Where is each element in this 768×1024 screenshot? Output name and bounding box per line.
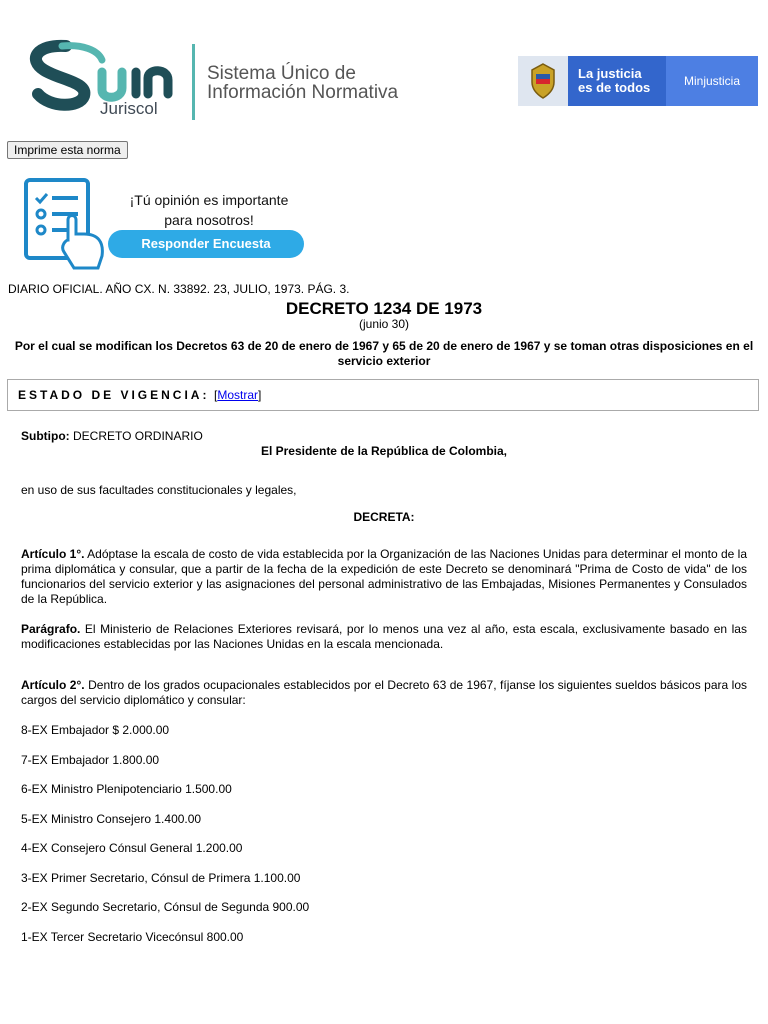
gov-slogan	[568, 56, 666, 106]
source-citation: DIARIO OFICIAL. AÑO CX. N. 33892. 23, JULIO, 1973. PÁG. 3.	[8, 282, 350, 296]
document-date: (junio 30)	[358, 317, 410, 331]
salary-item: 1-EX Tercer Secretario Vicecónsul 800.00	[21, 929, 244, 944]
article-1	[21, 547, 747, 607]
survey-message-line2: para nosotros!	[164, 212, 254, 228]
document-title: DECRETO 1234 DE 1973	[285, 299, 483, 318]
salary-item: 2-EX Segundo Secretario, Cónsul de Segunda 900.00	[21, 900, 310, 914]
vigencia-label: ESTADO DE VIGENCIA:	[18, 388, 210, 402]
survey-button[interactable]: Responder Encuesta	[108, 230, 304, 258]
salary-item: 6-EX Ministro Plenipotenciario 1.500.00	[21, 782, 232, 796]
subtipo-line	[21, 429, 747, 444]
vigencia-toggle: [Mostrar]	[214, 388, 262, 402]
print-button[interactable]: Imprime esta norma	[7, 141, 128, 159]
paragrafo	[21, 622, 747, 652]
ministry-label: Minjusticia	[666, 56, 758, 106]
subtipo-label: Subtipo:	[21, 429, 70, 443]
article-2-text: Dentro de los grados ocupacionales establecidos por el Decreto 63 de 1967, fíjanse los siguientes sueldos básicos para los cargos del servicio diplomático y consular:	[21, 678, 748, 707]
salary-item: 4-EX Consejero Cónsul General 1.200.00	[21, 841, 243, 855]
article-2	[21, 678, 747, 708]
logo-divider	[192, 44, 195, 120]
salary-item: 3-EX Primer Secretario, Cónsul de Primera 1.100.00	[21, 870, 301, 885]
survey-message-line1: ¡Tú opinión es importante	[129, 192, 289, 208]
powers-line: en uso de sus facultades constitucionales y legales,	[21, 483, 297, 497]
salary-item: 5-EX Ministro Consejero 1.400.00	[21, 811, 202, 826]
subtipo-value: DECRETO ORDINARIO	[73, 429, 203, 443]
gov-slogan-line1: La justicia	[578, 66, 642, 81]
logo-subtitle: Juriscol	[100, 99, 158, 118]
coat-of-arms-icon	[518, 56, 568, 106]
vigencia-box	[7, 379, 759, 411]
article-1-text: Adóptase la escala de costo de vida establecida por la Organización de las Naciones Unidas para determinar el monto de la prima diplomática y consular, que a partir de la fecha de la expedición de este Decreto se denominará "Prima de Costo de vida" de los funcionarios del servicio exterior y las asignaciones del personal administrativo de las Embajadas, Misiones Permanentes y Consulados de la República.	[21, 547, 747, 606]
show-vigencia-link[interactable]: Mostrar	[217, 388, 259, 402]
salary-item: 8-EX Embajador $ 2.000.00	[21, 723, 170, 737]
paragrafo-label: Parágrafo.	[21, 622, 81, 636]
gov-slogan-line2: es de todos	[578, 80, 651, 95]
government-banner[interactable]	[518, 56, 758, 106]
document-body	[21, 429, 747, 945]
system-title-line1: Sistema Único de	[207, 63, 356, 84]
article-2-label: Artículo 2°.	[21, 678, 85, 692]
paragrafo-text: El Ministerio de Relaciones Exteriores revisará, por lo menos una vez al año, esta escala, exclusivamente basado en las modificaciones establecidas por las Naciones Unidas en la escala mencionada.	[21, 622, 747, 651]
survey-message	[118, 190, 300, 230]
salary-item: 7-EX Embajador 1.800.00	[21, 752, 160, 767]
system-title-line2: Información Normativa	[207, 82, 399, 103]
document-summary: Por el cual se modifican los Decretos 63 de 20 de enero de 1967 y 65 de 20 de enero de 1967 y se toman otras disposiciones en el servicio exterior	[14, 339, 754, 368]
article-1-label: Artículo 1°.	[21, 547, 85, 561]
decreta-heading: DECRETA:	[353, 510, 415, 524]
site-header	[0, 0, 768, 130]
president-heading: El Presidente de la República de Colombia,	[260, 444, 508, 458]
system-title	[207, 64, 398, 102]
